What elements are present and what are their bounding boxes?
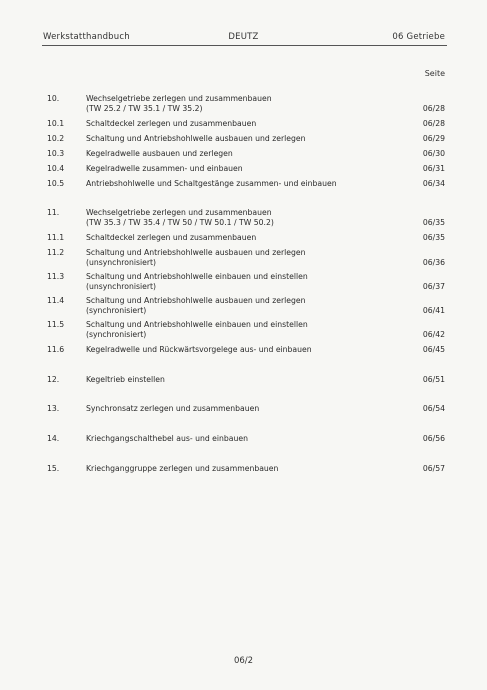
toc-entry-title-line: Schaltung und Antriebshohlwelle ausbauen und zerlegen — [86, 134, 306, 143]
toc-entry-title-line: (unsynchronisiert) — [86, 282, 157, 291]
toc-entry-number: 10.5 — [47, 179, 65, 188]
toc-entry-title-line: Wechselgetriebe zerlegen und zusammenbauen — [86, 208, 272, 217]
toc-entry-number: 10.1 — [47, 119, 65, 128]
toc-entry-number: 10.2 — [47, 134, 65, 143]
toc-entry-title-line: Wechselgetriebe zerlegen und zusammenbauen — [86, 94, 272, 103]
toc-entry-title — [86, 320, 386, 340]
toc-entry-number: 12. — [47, 375, 60, 384]
toc-entry-title-line: (TW 35.3 / TW 35.4 / TW 50 / TW 50.1 / TW 50.2) — [86, 218, 274, 227]
toc-entry-title — [86, 94, 386, 114]
toc-entry-title — [86, 464, 386, 474]
toc-entry-title-line: Schaltung und Antriebshohlwelle einbauen und einstellen — [86, 320, 308, 329]
toc-entry-page: 06/51 — [422, 375, 445, 384]
toc-entry-page: 06/28 — [422, 119, 445, 128]
toc-entry-title — [86, 345, 386, 355]
toc-entry-title-line: Antriebshohlwelle und Schaltgestänge zusammen- und einbauen — [86, 179, 337, 188]
header-section: 06 Getriebe — [392, 32, 445, 42]
toc-entry-title — [86, 134, 386, 144]
header-manual-title: Werkstatthandbuch — [43, 32, 130, 42]
toc-entry-title-line: (unsynchronisiert) — [86, 258, 157, 267]
toc-entry-page: 06/31 — [422, 164, 445, 173]
toc-entry-number: 10.3 — [47, 149, 65, 158]
toc-entry-page: 06/34 — [422, 179, 445, 188]
toc-entry-title-line: Schaltung und Antriebshohlwelle ausbauen und zerlegen — [86, 296, 306, 305]
toc-entry-title-line: Kegelradwelle ausbauen und zerlegen — [86, 149, 233, 158]
toc-entry-number: 11.5 — [47, 320, 65, 329]
toc-entry-title — [86, 119, 386, 129]
toc-entry-title-line: Kegeltrieb einstellen — [86, 375, 165, 384]
toc-entry-page: 06/35 — [422, 218, 445, 227]
toc-entry-page: 06/57 — [422, 464, 445, 473]
page-column-label: Seite — [424, 69, 445, 78]
header-rule — [42, 45, 447, 46]
toc-entry-number: 11.6 — [47, 345, 65, 354]
toc-entry-title — [86, 149, 386, 159]
toc-entry-title-line: (synchronisiert) — [86, 306, 147, 315]
toc-entry-page: 06/28 — [422, 104, 445, 113]
toc-entry-page: 06/30 — [422, 149, 445, 158]
toc-entry-page: 06/45 — [422, 345, 445, 354]
toc-entry-title-line: Kriechgangschalthebel aus- und einbauen — [86, 434, 248, 443]
toc-entry-title — [86, 208, 386, 228]
toc-entry-page: 06/54 — [422, 404, 445, 413]
header-brand: DEUTZ — [228, 32, 259, 42]
toc-entry-number: 15. — [47, 464, 60, 473]
toc-entry-number: 11.2 — [47, 248, 65, 257]
toc-entry-title — [86, 233, 386, 243]
toc-entry-title — [86, 434, 386, 444]
toc-entry-title — [86, 248, 386, 268]
toc-entry-page: 06/36 — [422, 258, 445, 267]
toc-entry-title-line: Kriechganggruppe zerlegen und zusammenbauen — [86, 464, 279, 473]
toc-entry-page: 06/56 — [422, 434, 445, 443]
toc-entry-page: 06/35 — [422, 233, 445, 242]
toc-entry-number: 11.4 — [47, 296, 65, 305]
toc-entry-page: 06/42 — [422, 330, 445, 339]
toc-entry-title — [86, 296, 386, 316]
toc-entry-title-line: (TW 25.2 / TW 35.1 / TW 35.2) — [86, 104, 203, 113]
toc-entry-page: 06/41 — [422, 306, 445, 315]
toc-entry-title-line: Schaltdeckel zerlegen und zusammenbauen — [86, 119, 257, 128]
toc-entry-title-line: Schaltdeckel zerlegen und zusammenbauen — [86, 233, 257, 242]
toc-entry-number: 11.1 — [47, 233, 65, 242]
toc-entry-title-line: Schaltung und Antriebshohlwelle einbauen und einstellen — [86, 272, 308, 281]
toc-entry-number: 10. — [47, 94, 60, 103]
toc-entry-title-line: Kegelradwelle zusammen- und einbauen — [86, 164, 243, 173]
toc-entry-number: 10.4 — [47, 164, 65, 173]
toc-entry-title — [86, 272, 386, 292]
toc-entry-number: 13. — [47, 404, 60, 413]
toc-entry-page: 06/29 — [422, 134, 445, 143]
toc-entry-title-line: Schaltung und Antriebshohlwelle ausbauen und zerlegen — [86, 248, 306, 257]
toc-entry-title-line: Kegelradwelle und Rückwärtsvorgelege aus- und einbauen — [86, 345, 312, 354]
toc-entry-title-line: Synchronsatz zerlegen und zusammenbauen — [86, 404, 260, 413]
toc-entry-title — [86, 404, 386, 414]
toc-entry-title-line: (synchronisiert) — [86, 330, 147, 339]
toc-entry-page: 06/37 — [422, 282, 445, 291]
toc-entry-number: 14. — [47, 434, 60, 443]
toc-entry-number: 11. — [47, 208, 60, 217]
toc-entry-title — [86, 375, 386, 385]
page-number: 06/2 — [233, 656, 254, 666]
toc-entry-number: 11.3 — [47, 272, 65, 281]
toc-entry-title — [86, 164, 386, 174]
toc-entry-title — [86, 179, 386, 189]
